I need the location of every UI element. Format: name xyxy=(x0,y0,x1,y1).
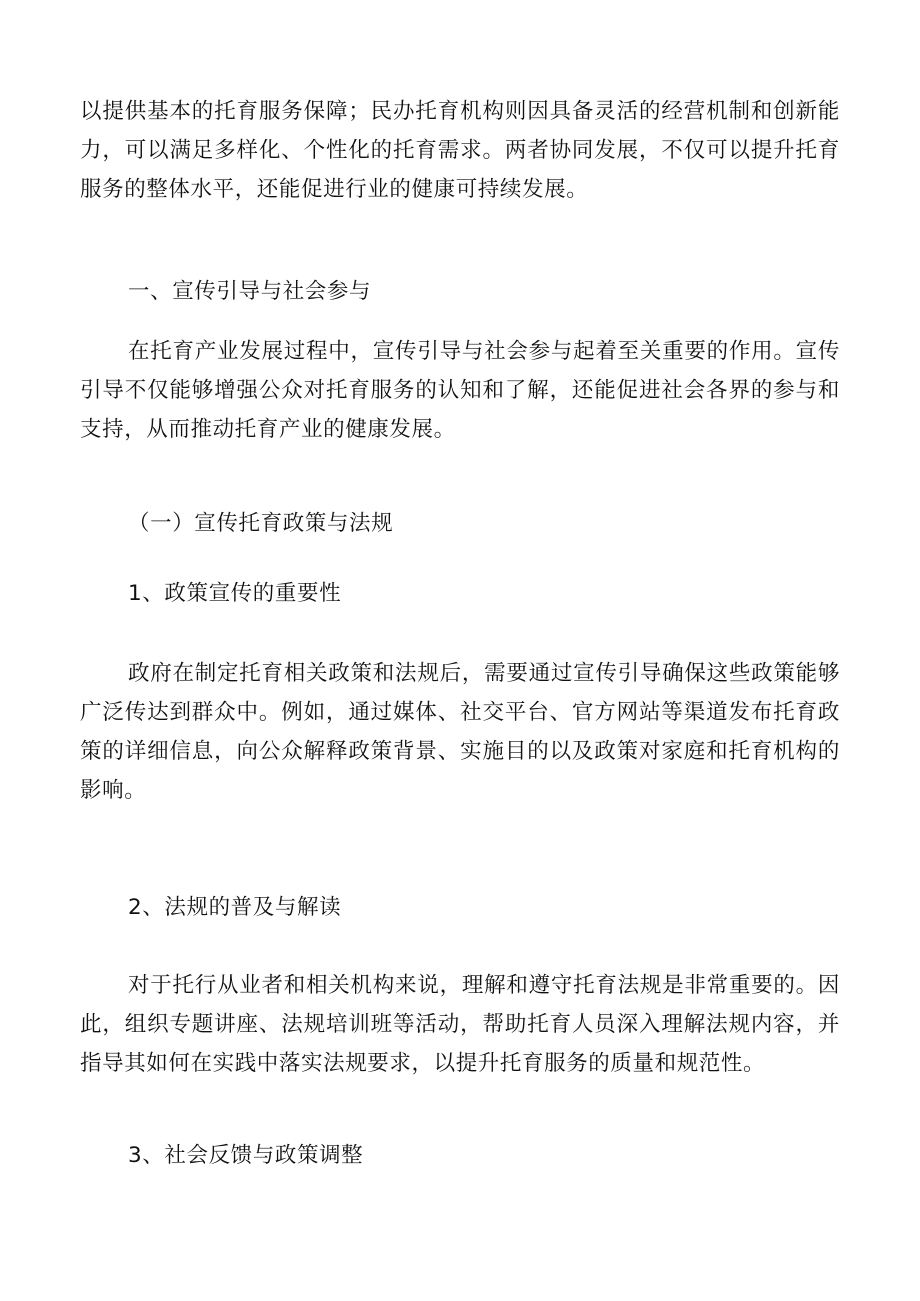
section-heading: 一、宣传引导与社会参与 xyxy=(128,279,372,304)
intro-paragraph: 以提供基本的托育服务保障；民办托育机构则因具备灵活的经营机制和创新能力，可以满足多样化、个性化的托育需求。两者协同发展，不仅可以提升托育服务的整体水平，还能促进行业的健康可持续发展。 xyxy=(80,99,840,202)
item-heading-3: 3、社会反馈与政策调整 xyxy=(128,1143,364,1168)
item-heading-2: 2、法规的普及与解读 xyxy=(128,895,342,920)
subsection-heading: （一）宣传托育政策与法规 xyxy=(128,511,394,536)
item-heading-1: 1、政策宣传的重要性 xyxy=(128,581,342,606)
item-paragraph-2: 对于托行从业者和相关机构来说，理解和遵守托育法规是非常重要的。因此，组织专题讲座、法规培训班等活动，帮助托育人员深入理解法规内容，并指导其如何在实践中落实法规要求，以提升托育服务的质量和规范性。 xyxy=(80,973,840,1076)
item-paragraph-1: 政府在制定托育相关政策和法规后，需要通过宣传引导确保这些政策能够广泛传达到群众中。例如，通过媒体、社交平台、官方网站等渠道发布托育政策的详细信息，向公众解释政策背景、实施目的以及政策对家庭和托育机构的影响。 xyxy=(80,661,840,803)
section-paragraph: 在托育产业发展过程中，宣传引导与社会参与起着至关重要的作用。宣传引导不仅能够增强公众对托育服务的认知和了解，还能促进社会各界的参与和支持，从而推动托育产业的健康发展。 xyxy=(80,339,840,442)
